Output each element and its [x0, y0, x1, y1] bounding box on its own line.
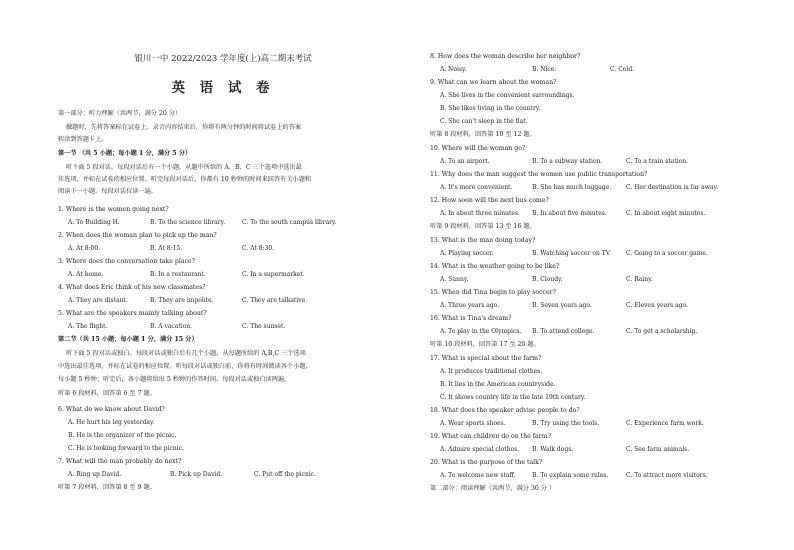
instruction-line: 每小题 5 秒钟；听完后，各小题将给出 5 秒钟的作答时间。每段对话或独白读两遍。: [58, 376, 291, 383]
option: C. Rainy.: [626, 276, 653, 283]
instruction-line: 听下面 5 段对话。每段对话后有一个小题，从题中所给的 A、B、C 三个选项中选出最: [66, 164, 302, 171]
part1-title: 第一部分：听力理解（共两节，满分 20 分）: [58, 110, 182, 117]
option: B. To explain some rules.: [532, 472, 609, 479]
question: 10. Where will the woman go?: [430, 145, 526, 152]
option: B. Watching soccer on TV.: [532, 250, 611, 257]
option: C. Cold.: [610, 66, 635, 73]
question: 18. What does the speaker advise people to do?: [430, 407, 580, 414]
option: B. Seven years ago.: [532, 302, 592, 309]
option: B. A vacation.: [150, 323, 193, 330]
instruction-line: 听下面 5 段对话或独白。每段对话或独白后有几个小题，从每题所给的 A,B,C 三个选项: [66, 350, 306, 357]
option: A. To welcome new staff.: [440, 472, 516, 479]
material-heading: 听第 10 段材料，回答第 17 至 20 题。: [430, 341, 540, 348]
question: 1. Where is the women going next?: [58, 206, 169, 213]
section2-title: 第二节（共 15 小题；每小题 1 分，满分 15 分）: [58, 336, 198, 343]
option: A. To play in the Olympics.: [440, 328, 522, 335]
option: B. At 8:15.: [150, 245, 183, 252]
option: C. To attract more visitors.: [626, 472, 708, 479]
option: C. She can't sleep in the flat.: [440, 118, 528, 125]
option: C. He is looking forward to the picnic.: [68, 445, 184, 452]
instruction-line: 中选出最佳选项，并标在试卷的相应位置。听每段对话或独白前，你将有时间阅读各个小题，: [58, 363, 312, 370]
option: C. Going to a soccer game.: [626, 250, 708, 257]
option: B. It lies in the American countryside.: [440, 381, 556, 388]
option: C. Experience farm work.: [626, 420, 704, 427]
option: A. Sunny.: [440, 276, 469, 283]
option: C. Put off the picnic.: [254, 471, 317, 478]
question: 16. What is Tina's dream?: [430, 315, 512, 322]
option: A. It produces traditional clothes.: [440, 368, 543, 375]
option: B. To a subway station.: [532, 158, 603, 165]
question: 20. What is the purpose of the talk?: [430, 459, 543, 466]
option: B. In about five minutes.: [532, 210, 607, 217]
option: A. In about three minutes.: [440, 210, 520, 217]
option: B. In a restaurant.: [150, 271, 206, 278]
question: 13. What is the man doing today?: [430, 237, 536, 244]
material-heading: 听第 9 段材料，回答第 13 至 16 题。: [430, 223, 536, 230]
option: A. Three years ago.: [440, 302, 500, 309]
option: C. At 8:30.: [242, 245, 275, 252]
option: A. At 8:00.: [68, 245, 101, 252]
option: A. To Building H.: [68, 219, 120, 226]
instruction-line: 阅读下一小题。每段对话仅读一遍。: [58, 188, 157, 195]
question: 4. What does Eric think of his new classmates?: [58, 284, 206, 291]
option: C. Her destination is far away.: [626, 184, 718, 191]
question: 3. Where does the conversation take place?: [58, 258, 195, 265]
option: A. He hurt his leg yesterday.: [68, 419, 155, 426]
option: B. She has much luggage.: [532, 184, 612, 191]
option: C. In a supermarket.: [242, 271, 305, 278]
option: A. The flight.: [68, 323, 108, 330]
option: B. Pick up David.: [170, 471, 223, 478]
question: 12. How soon will the next bus come?: [430, 197, 549, 204]
option: A. It's more convenient.: [440, 184, 513, 191]
option: A. Noisy.: [440, 66, 467, 73]
question: 14. What is the weather going to be like?: [430, 263, 560, 270]
question: 11. Why does the man suggest the women use public transportation?: [430, 171, 648, 178]
right-column: [430, 0, 760, 550]
school-title: 银川一中 2022/2023 学年度(上)高二期末考试: [134, 54, 312, 64]
option: A. Wear sports shoes.: [440, 420, 506, 427]
question: 9. What can we learn about the woman?: [430, 79, 557, 86]
instruction-line: 佳选项，并标在试卷的相应位置。听完每段对话后，你都有 10 秒钟的时间来回答有关小题和: [58, 176, 312, 183]
option: C. To the south campus library.: [242, 219, 337, 226]
question: 15. When did Tina begin to play soccer?: [430, 289, 556, 296]
question: 17. What is special about the farm?: [430, 355, 542, 362]
option: A. At home.: [68, 271, 104, 278]
option: B. He is the organizer of the picnic.: [68, 432, 177, 439]
material-heading: 听第 7 段材料，回答第 8 至 9 题。: [58, 484, 156, 491]
option: A. Admire special clothes.: [440, 446, 520, 453]
option: C. See farm animals.: [626, 446, 690, 453]
option: C. They are talkative.: [242, 297, 308, 304]
option: A. She lives in the convenient surroundings.: [440, 92, 575, 99]
option: B. To the science library.: [150, 219, 226, 226]
option: B. Try using the tools.: [532, 420, 600, 427]
material-heading: 听第 8 段材料，回答第 10 至 12 题。: [430, 131, 536, 138]
option: C. The sunset.: [242, 323, 286, 330]
option: B. To attend college.: [532, 328, 595, 335]
option: B. Cloudy.: [532, 276, 563, 283]
intro-line: 转涂到答题卡上。: [58, 136, 108, 143]
option: A. Playing soccer.: [440, 250, 494, 257]
question: 8. How does the woman describe her neighbor?: [430, 53, 581, 60]
option: A. Ring up David.: [68, 471, 122, 478]
material-heading: 听第 6 段材料，回答第 6 至 7 题。: [58, 390, 156, 397]
option: C. Eleven years ago.: [626, 302, 688, 309]
option: A. To an airport.: [440, 158, 490, 165]
part2-title: 第二部分：阅读理解（共两节，满分 30 分 ）: [430, 485, 556, 492]
question: 2. When does the woman plan to pick up the man?: [58, 232, 217, 239]
option: B. They are impolite.: [150, 297, 214, 304]
option: C. To get a scholarship.: [626, 328, 698, 335]
question: 6. What do we know about David?: [58, 406, 165, 413]
intro-line: 做题时，先将答案标在试卷上。录音内容结束后，你将有两分钟的时间将试卷上的答案: [66, 124, 302, 131]
option: B. Walk dogs.: [532, 446, 574, 453]
question: 5. What are the speakers mainly talking about?: [58, 310, 207, 317]
left-column: [58, 0, 388, 550]
option: A. They are distant.: [68, 297, 128, 304]
question: 19. What can children do on the farm?: [430, 433, 551, 440]
option: C. To a train station.: [626, 158, 689, 165]
option: C. In about eight minutes.: [626, 210, 706, 217]
option: B. She likes living in the country.: [440, 105, 541, 112]
section1-title: 第一节 （共 5 小题；每小题 1 分，满分 5 分）: [58, 150, 192, 157]
subject-title: 英 语 试 卷: [171, 80, 275, 96]
option: C. It shows country life in the late 19th century.: [440, 394, 586, 401]
option: B. Nice.: [532, 66, 557, 73]
question: 7. What will the man probably do next?: [58, 458, 182, 465]
